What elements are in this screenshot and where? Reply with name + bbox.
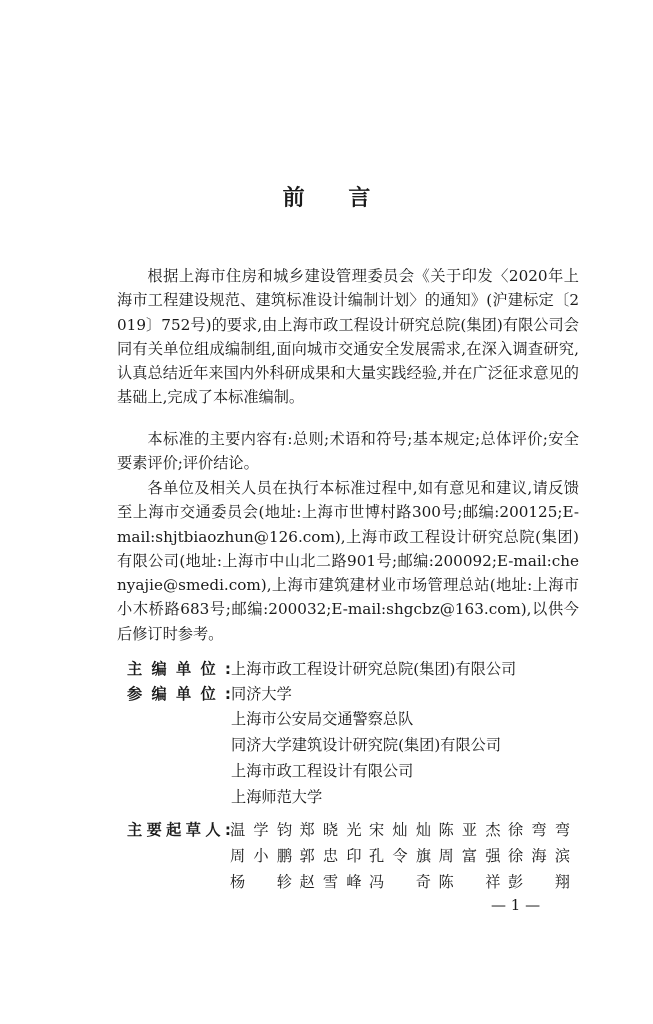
drafter-name: 赵雪峰 (299, 873, 362, 891)
participating-unit: 同济大学 (231, 685, 292, 703)
drafter-name: 徐海滨 (508, 847, 570, 865)
participating-unit: 上海市政工程设计有限公司 (231, 762, 414, 780)
participating-unit: 上海师范大学 (231, 788, 323, 806)
participating-units-label: 参编单位: (127, 685, 231, 703)
drafters-list (230, 818, 570, 894)
page-title: 前 言 (282, 186, 389, 211)
drafter-name: 周富强 (438, 847, 501, 865)
drafter-name: 陈 祥 (438, 873, 501, 891)
drafters-row (230, 870, 570, 894)
drafter-name: 郭忠印 (299, 847, 362, 865)
drafter-name: 宋灿灿 (369, 821, 431, 839)
drafter-name: 温学钧 (230, 821, 292, 839)
participating-unit: 同济大学建筑设计研究院(集团)有限公司 (231, 736, 502, 754)
chief-unit-label: 主编单位: (127, 660, 231, 678)
drafters-row (230, 818, 570, 842)
feedback-paragraph: 各单位及相关人员在执行本标准过程中,如有意见和建议,请反馈至上海市交通委员会(地址:上海市世博村路300号;邮编:200125;E-mail:shjtbiaozhun@126.com),上海市政工程设计研究总院(集团)有限公司(地址:上海市中山北二路901号;邮编:200092;E-mail:chenyajie@smedi.com),上海市建筑建材业市场管理总站(地址:上海市小木桥路683号;邮编:200032;E-mail:shgcbz@163.com),以供今后修订时参考。 (117, 479, 579, 643)
drafter-name: 郑晓光 (299, 821, 362, 839)
drafter-name: 孔令旗 (369, 847, 431, 865)
page-number: — 1 — (491, 896, 541, 914)
drafter-name: 周小鹏 (230, 847, 292, 865)
drafter-name: 陈亚杰 (438, 821, 501, 839)
participating-unit: 上海市公安局交通警察总队 (231, 710, 414, 728)
chief-unit-value: 上海市政工程设计研究总院(集团)有限公司 (231, 660, 517, 678)
drafter-name: 徐弯弯 (508, 821, 570, 839)
drafter-name: 冯 奇 (369, 873, 431, 891)
drafter-name: 彭 翔 (508, 873, 570, 891)
intro-paragraph: 根据上海市住房和城乡建设管理委员会《关于印发〈2020年上海市工程建设规范、建筑标准设计编制计划〉的通知》(沪建标定〔2019〕752号)的要求,由上海市政工程设计研究总院(集团)有限公司会同有关单位组成编制组,面向城市交通安全发展需求,在深入调查研究,认真总结近年来国内外科研成果和大量实践经验,并在广泛征求意见的基础上,完成了本标准编制。 (117, 267, 579, 407)
drafter-name: 杨 轸 (230, 873, 292, 891)
drafters-label: 主要起草人: (127, 821, 231, 839)
contents-paragraph: 本标准的主要内容有:总则;术语和符号;基本规定;总体评价;安全要素评价;评价结论。 (117, 430, 579, 473)
drafters-row (230, 844, 570, 868)
